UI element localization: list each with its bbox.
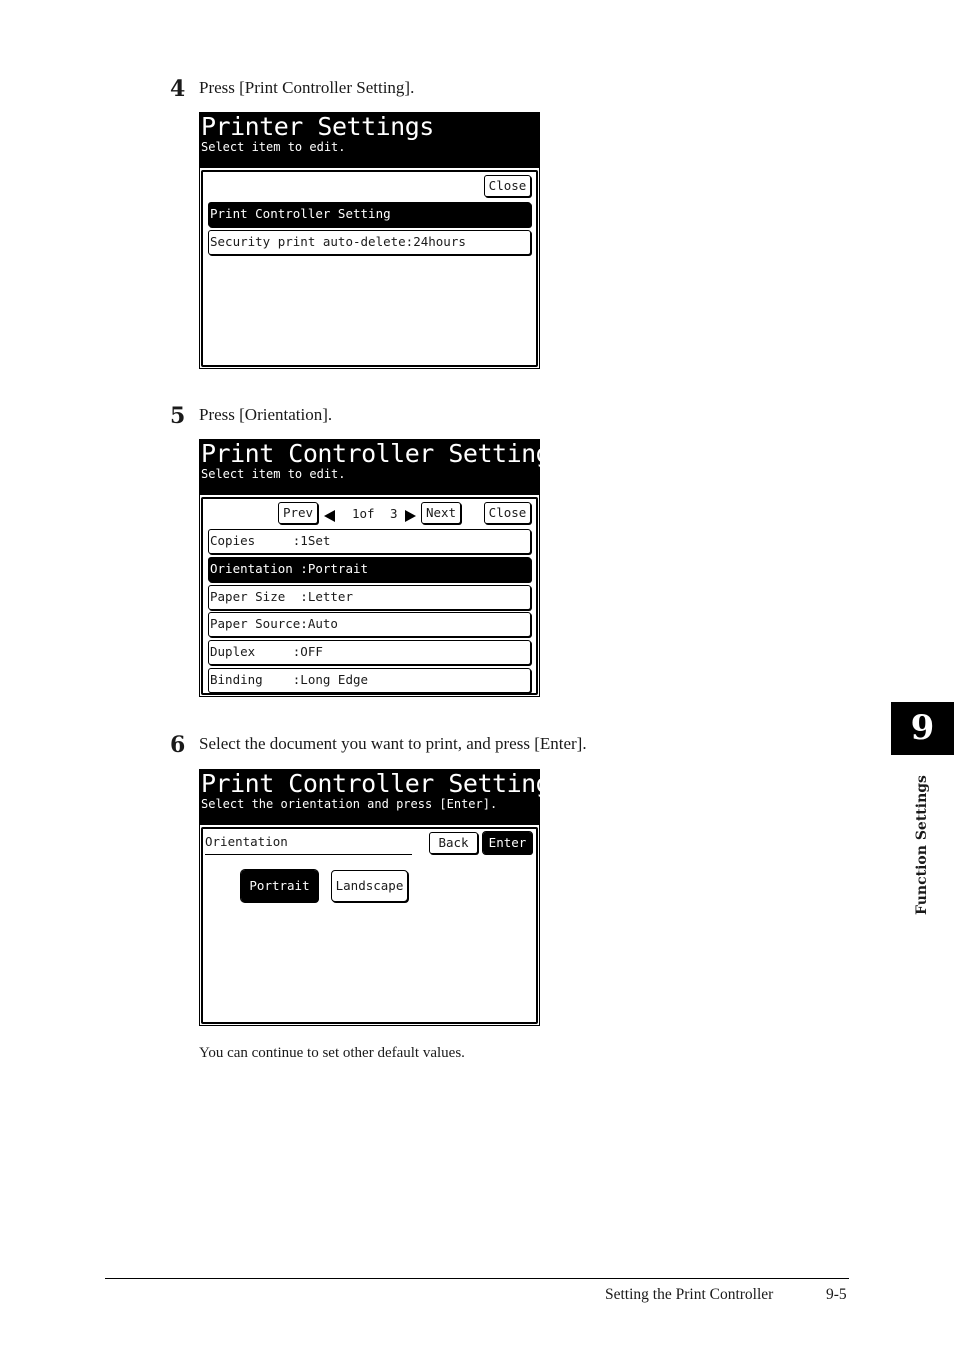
printer-settings-screen xyxy=(199,112,540,369)
back-button[interactable]: Back xyxy=(429,832,478,854)
screen-header xyxy=(200,769,551,825)
print-controller-setting-screen xyxy=(199,439,551,697)
footer-page-number: 9-5 xyxy=(826,1286,847,1303)
next-button[interactable]: Next xyxy=(421,502,461,524)
chapter-number-tab: 9 xyxy=(891,702,954,755)
screen-title: Printer Settings xyxy=(201,112,434,141)
screen-title: Print Controller Setting xyxy=(201,769,551,798)
footer-divider xyxy=(105,1278,849,1279)
note-text: You can continue to set other default values. xyxy=(199,1045,465,1061)
enter-button[interactable]: Enter xyxy=(483,832,532,854)
screen-panel xyxy=(201,497,538,695)
menu-item-orientation[interactable]: Orientation :Portrait xyxy=(208,557,531,582)
menu-item-binding[interactable]: Binding :Long Edge xyxy=(208,668,531,693)
menu-item-paper-size[interactable]: Paper Size :Letter xyxy=(208,585,531,610)
step-instruction: Select the document you want to print, and press [Enter]. xyxy=(199,734,587,753)
step-number: 4 xyxy=(170,76,186,102)
footer-section-title: Setting the Print Controller xyxy=(605,1286,774,1303)
step-number: 5 xyxy=(170,403,186,429)
prev-button[interactable]: Prev xyxy=(278,502,318,524)
menu-item-print-controller-setting[interactable]: Print Controller Setting xyxy=(208,202,531,227)
menu-item-duplex[interactable]: Duplex :OFF xyxy=(208,640,531,665)
close-button[interactable]: Close xyxy=(484,175,531,197)
step-instruction: Press [Print Controller Setting]. xyxy=(199,78,415,97)
menu-item-paper-source[interactable]: Paper Source:Auto xyxy=(208,612,531,637)
menu-item-copies[interactable]: Copies :1Set xyxy=(208,529,531,554)
step-instruction: Press [Orientation]. xyxy=(199,405,333,424)
screen-title: Print Controller Setting xyxy=(201,439,551,468)
screen-panel xyxy=(201,170,538,367)
screen-header xyxy=(200,113,539,168)
landscape-option-button[interactable]: Landscape xyxy=(331,870,408,902)
screen-subtitle: Select item to edit. xyxy=(201,140,346,154)
screen-header xyxy=(200,439,551,495)
page-indicator-current: 1of xyxy=(352,506,375,521)
screen-panel xyxy=(201,827,538,1024)
portrait-option-button[interactable]: Portrait xyxy=(241,870,318,902)
step-number: 6 xyxy=(170,732,186,758)
orientation-field-label: Orientation xyxy=(205,834,412,855)
screen-subtitle: Select item to edit. xyxy=(201,467,346,481)
chapter-label: Function Settings xyxy=(914,775,930,915)
arrow-right-icon xyxy=(405,510,416,522)
arrow-left-icon xyxy=(324,510,335,522)
screen-subtitle: Select the orientation and press [Enter]. xyxy=(201,797,498,811)
page-indicator-total: 3 xyxy=(390,506,398,521)
menu-item-security-print-auto-delete[interactable]: Security print auto-delete:24hours xyxy=(208,230,531,255)
close-button[interactable]: Close xyxy=(484,502,531,524)
orientation-select-screen xyxy=(199,769,551,1026)
